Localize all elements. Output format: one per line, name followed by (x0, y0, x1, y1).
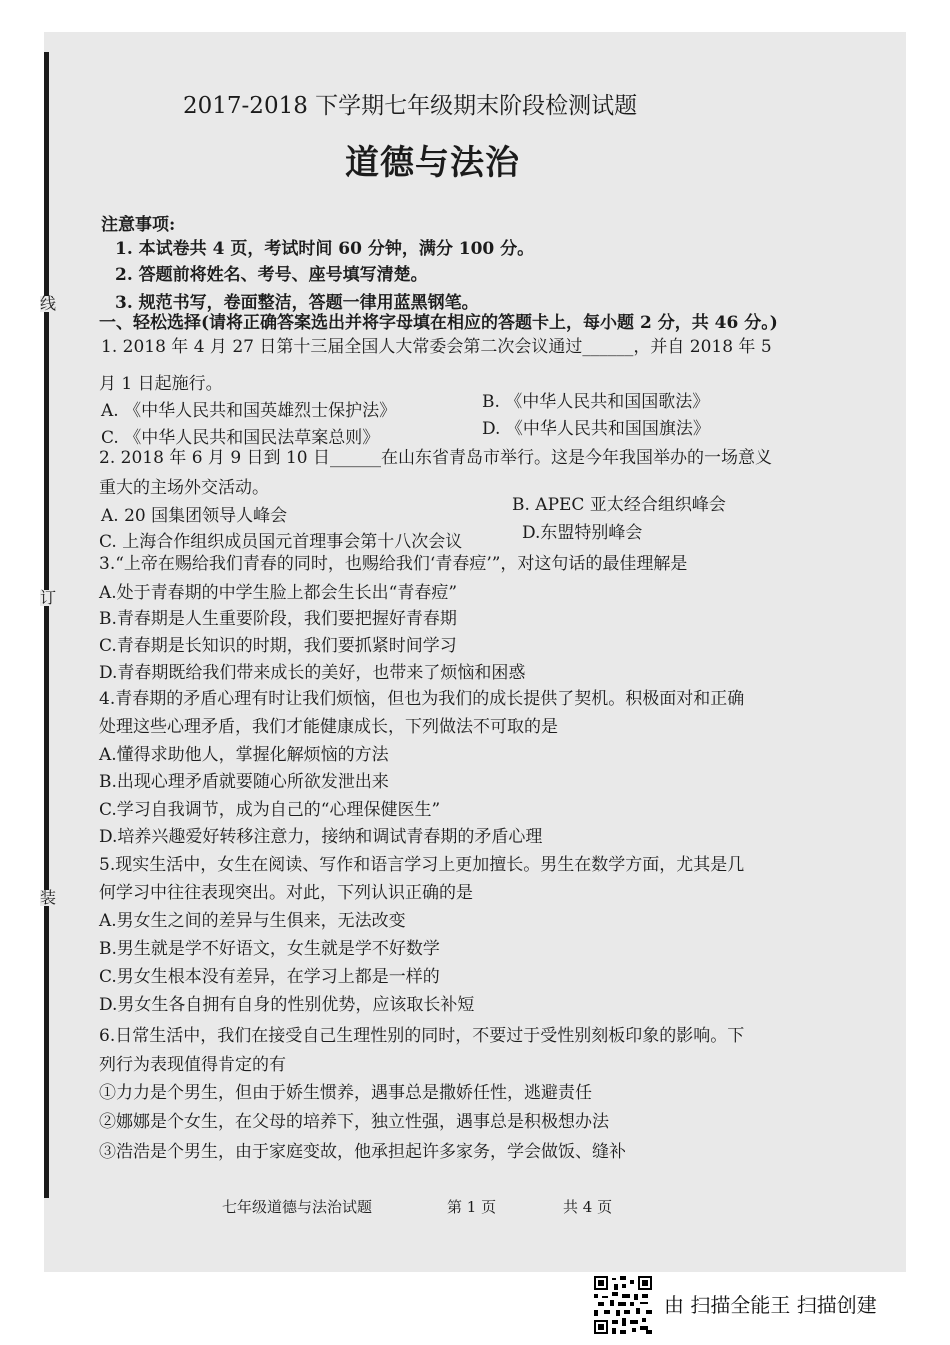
q1-option-b: B. 《中华人民共和国国歌法》 (482, 392, 710, 412)
footer-page-total: 共 4 页 (563, 1198, 613, 1216)
q4-option-a: A.懂得求助他人，掌握化解烦恼的方法 (99, 745, 389, 765)
subject-title: 道德与法治 (345, 143, 520, 183)
q3-option-b: B.青春期是人生重要阶段，我们要把握好青春期 (99, 609, 457, 629)
q1-stem: 1. 2018 年 4 月 27 日第十三届全国人大常委会第二次会议通过______，并自 2018 年 5 (101, 337, 772, 357)
q4-option-c: C.学习自我调节，成为自己的“心理保健医生” (99, 800, 441, 820)
section-heading: 一、轻松选择(请将正确答案选出并将字母填在相应的答题卡上，每小题 2 分，共 46 分。) (99, 313, 778, 333)
q4-option-d: D.培养兴趣爱好转移注意力，接纳和调试青春期的矛盾心理 (99, 827, 543, 847)
q3-stem: 3.“上帝在赐给我们青春的同时，也赐给我们‘青春痘’”，对这句话的最佳理解是 (99, 554, 688, 574)
q1-option-a: A. 《中华人民共和国英雄烈士保护法》 (101, 401, 397, 421)
q5-stem-cont: 何学习中往往表现突出。对此，下列认识正确的是 (99, 883, 473, 903)
q6-stem: 6.日常生活中，我们在接受自己生理性别的同时，不要过于受性别刻板印象的影响。下 (99, 1026, 745, 1046)
binding-mark-order: 订 (40, 588, 57, 607)
q5-option-c: C.男女生根本没有差异，在学习上都是一样的 (99, 967, 440, 987)
q1-stem-cont: 月 1 日起施行。 (99, 374, 223, 394)
q4-stem: 4.青春期的矛盾心理有时让我们烦恼，但也为我们的成长提供了契机。积极面对和正确 (99, 689, 745, 709)
footer-subject: 七年级道德与法治试题 (222, 1198, 373, 1216)
q3-option-d: D.青春期既给我们带来成长的美好，也带来了烦恼和困惑 (99, 663, 526, 683)
note-item: 2. 答题前将姓名、考号、座号填写清楚。 (115, 265, 428, 285)
q3-option-a: A.处于青春期的中学生脸上都会生长出“青春痘” (99, 583, 458, 603)
q6-statement-1: ①力力是个男生，但由于娇生惯养，遇事总是撒娇任性，逃避责任 (99, 1083, 592, 1103)
exam-title: 2017-2018 下学期七年级期末阶段检测试题 (183, 93, 638, 119)
q3-option-c: C.青春期是长知识的时期，我们要抓紧时间学习 (99, 636, 457, 656)
q2-option-a: A. 20 国集团领导人峰会 (101, 506, 288, 526)
note-item: 1. 本试卷共 4 页，考试时间 60 分钟，满分 100 分。 (115, 239, 535, 259)
q2-stem-cont: 重大的主场外交活动。 (99, 478, 269, 498)
page-footer (0, 1196, 950, 1218)
q5-stem: 5.现实生活中，女生在阅读、写作和语言学习上更加擅长。男生在数学方面，尤其是几 (99, 855, 745, 875)
q5-option-a: A.男女生之间的差异与生俱来，无法改变 (99, 911, 406, 931)
q2-stem: 2. 2018 年 6 月 9 日到 10 日______在山东省青岛市举行。这是今年我国举办的一场意义 (99, 448, 772, 468)
scanner-watermark (594, 1276, 924, 1334)
q2-option-c: C. 上海合作组织成员国元首理事会第十八次会议 (99, 532, 463, 552)
notes-heading: 注意事项: (101, 215, 176, 235)
watermark-text: 由 扫描全能王 扫描创建 (664, 1293, 877, 1317)
q6-stem-cont: 列行为表现值得肯定的有 (99, 1055, 286, 1075)
q2-option-d: D.东盟特别峰会 (522, 523, 643, 543)
qr-code-icon (594, 1276, 652, 1334)
q2-option-b: B. APEC 亚太经合组织峰会 (512, 495, 726, 515)
q6-statement-3: ③浩浩是个男生，由于家庭变故，他承担起许多家务，学会做饭、缝补 (99, 1142, 626, 1162)
footer-page-number: 第 1 页 (447, 1198, 497, 1216)
binding-mark-line: 线 (40, 294, 57, 313)
q4-option-b: B.出现心理矛盾就要随心所欲发泄出来 (99, 772, 389, 792)
q5-option-b: B.男生就是学不好语文，女生就是学不好数学 (99, 939, 440, 959)
q6-statement-2: ②娜娜是个女生，在父母的培养下，独立性强，遇事总是积极想办法 (99, 1112, 609, 1132)
q1-option-d: D. 《中华人民共和国国旗法》 (482, 419, 710, 439)
q4-stem-cont: 处理这些心理矛盾，我们才能健康成长，下列做法不可取的是 (99, 717, 558, 737)
binding-line (44, 52, 49, 1198)
binding-mark-bind: 装 (40, 888, 57, 907)
q1-option-c: C. 《中华人民共和国民法草案总则》 (101, 428, 380, 448)
note-item: 3. 规范书写，卷面整洁，答题一律用蓝黑钢笔。 (115, 293, 479, 313)
q5-option-d: D.男女生各自拥有自身的性别优势，应该取长补短 (99, 995, 475, 1015)
